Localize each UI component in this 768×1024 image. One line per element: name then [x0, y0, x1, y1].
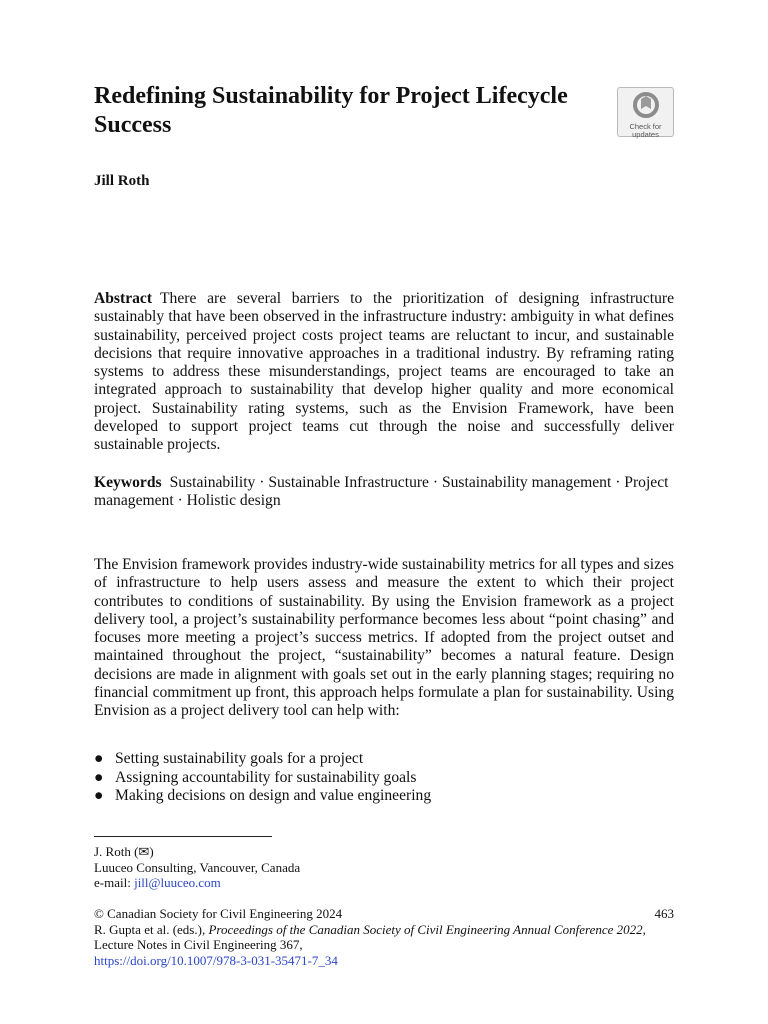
bullet-icon: ● [94, 768, 104, 786]
copyright-line: © Canadian Society for Civil Engineering 2024 [94, 906, 343, 921]
check-updates-icon [633, 92, 659, 118]
series-info: , Lecture Notes in Civil Engineering 367, [94, 921, 646, 952]
badge-line-1: Check for [629, 122, 662, 131]
badge-line-2: updates [632, 130, 659, 139]
body-paragraph: The Envision framework provides industry-wide sustainability metrics for all types and sizes of infrastructure to help users assess and measure the extent to which their project contributes to conditions of sustainability. By using the Envision framework as a project delivery tool, a project’s sustainability performance becomes less about “point chasing” and focuses more meeting a project’s success metrics. If adopted from the project outset and maintained throughout the project, “sustainability” becomes a natural feature. Design decisions are made in alignment with goals set out in the early planning stages; requiring no financial commitment up front, this approach helps formulate a plan for sustainability. Using Envision as a project delivery tool can help with: [94, 556, 674, 720]
bullet-list [94, 750, 674, 806]
author-footnote [94, 844, 674, 891]
publication-info [94, 906, 674, 968]
page-number: 463 [654, 906, 674, 921]
bullet-icon: ● [94, 787, 104, 805]
abstract-label: Abstract [94, 290, 153, 307]
email-label: e-mail: [94, 875, 131, 890]
keywords-text: Sustainability · Sustainable Infrastructure · Sustainability management · Project management · Holistic design [94, 474, 669, 510]
footnote-affiliation: Luuceo Consulting, Vancouver, Canada [94, 859, 301, 875]
list-item [94, 787, 674, 806]
keywords [94, 474, 674, 511]
paper-title: Redefining Sustainability for Project Lifecycle Success [94, 83, 568, 138]
check-for-updates-badge[interactable] [617, 87, 674, 137]
citation-line [94, 922, 674, 953]
email-link[interactable]: jill@luuceo.com [134, 875, 221, 890]
footnote-email-line [94, 875, 674, 891]
list-item [94, 769, 674, 788]
abstract [94, 290, 674, 455]
list-item-text: Setting sustainability goals for a project [115, 750, 364, 767]
list-item [94, 750, 674, 769]
editors: R. Gupta et al. (eds.), [94, 921, 206, 937]
footnote-divider [94, 836, 272, 837]
proceedings-title: Proceedings of the Canadian Society of Civil Engineering Annual Conference 2022 [208, 921, 643, 937]
list-item-text: Assigning accountability for sustainability goals [115, 768, 417, 786]
author-name: Jill Roth [94, 173, 150, 189]
bullet-icon: ● [94, 750, 104, 767]
list-item-text: Making decisions on design and value engineering [115, 787, 432, 805]
doi-link[interactable]: https://doi.org/10.1007/978-3-031-35471-7_34 [94, 952, 338, 968]
footnote-author: J. Roth (✉) [94, 844, 154, 859]
abstract-text: There are several barriers to the prioritization of designing infrastructure sustainably that have been observed in the infrastructure industry: ambiguity in what defines sustainability, perceived project costs project teams are reluctant to incur, and sustainable decisions that require innovative approaches in a traditional industry. By reframing rating systems to address these misunderstandings, project teams are encouraged to take an integrated approach to sustainability that develop higher quality and more economical project. Sustainability rating systems, such as the Envision Framework, have been developed to support project teams cut through the noise and successfully deliver sustainable projects. [94, 290, 674, 454]
keywords-label: Keywords [94, 474, 162, 491]
